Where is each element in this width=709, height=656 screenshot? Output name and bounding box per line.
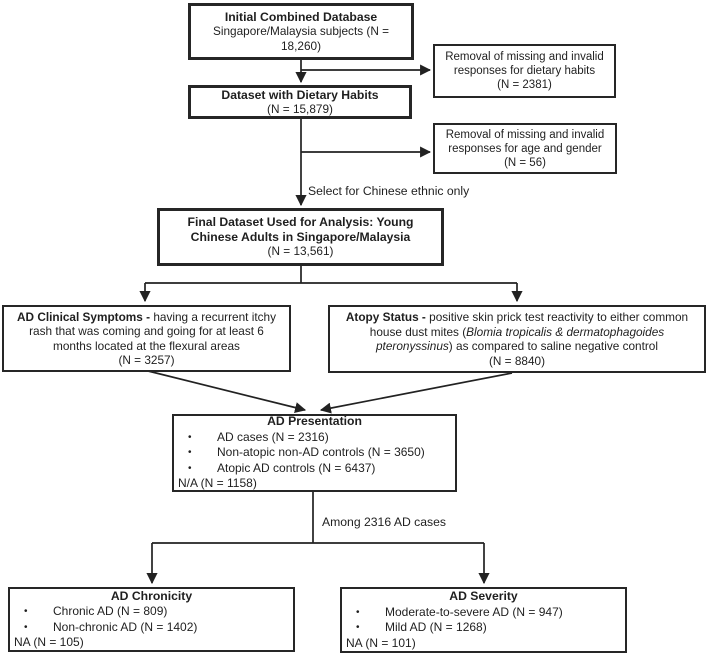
box-ad-presentation: [172, 414, 457, 492]
list-item: [14, 620, 289, 636]
ad-chronicity-na: NA (N = 105): [14, 635, 84, 649]
box-final-dataset: [157, 208, 444, 266]
connector-final-split: [145, 266, 517, 283]
bullet-icon: •: [356, 606, 360, 618]
atopy-lead: Atopy Status -: [345, 310, 426, 324]
bullet-icon: •: [356, 622, 360, 633]
ad-severity-na: NA (N = 101): [346, 635, 416, 650]
bullet-icon: •: [188, 447, 192, 459]
list-item: [14, 604, 289, 620]
ad-symptoms-text: having a recurrent itchy rash that was coming and going for at least 6 months located at the flexural areas: [29, 309, 276, 353]
atopy-text-1: positive skin prick test reactivity to either common house dust mites (: [369, 310, 689, 339]
initial-database-title: Initial Combined Database: [224, 9, 378, 24]
removal-age-n: (N = 56): [504, 156, 546, 169]
box-dataset-dietary: [188, 85, 412, 119]
ad-presentation-bullet-1: AD cases (N = 2316): [217, 429, 329, 444]
ad-chronicity-bullet-1: Chronic AD (N = 809): [53, 604, 168, 618]
ad-symptoms-paragraph: [9, 310, 284, 354]
ad-chronicity-title: AD Chronicity: [110, 588, 193, 603]
list-item: [346, 605, 621, 621]
box-ad-clinical-symptoms: [2, 305, 291, 372]
dataset-dietary-title: Dataset with Dietary Habits: [221, 87, 379, 102]
bullet-icon: •: [188, 462, 192, 474]
box-removal-dietary: [433, 44, 616, 98]
ad-symptoms-lead: AD Clinical Symptoms -: [17, 309, 151, 324]
atopy-species-italic: Blomia tropicalis & dermatophagoides pteronyssinus: [376, 324, 665, 353]
ad-symptoms-n: (N = 3257): [118, 353, 175, 367]
atopy-text-2: ) as compared to saline negative control: [448, 339, 658, 353]
list-item: [178, 461, 451, 477]
bullet-icon: •: [24, 621, 28, 633]
edge-label-among-cases: Among 2316 AD cases: [322, 515, 446, 529]
box-removal-age-gender: [433, 123, 617, 174]
initial-database-subjects: Singapore/Malaysia subjects (N = 18,260): [212, 24, 390, 53]
ad-severity-title: AD Severity: [449, 589, 518, 603]
connector-atopy-to-presentation: [321, 373, 512, 410]
final-dataset-title: Final Dataset Used for Analysis: Young Chinese Adults in Singapore/Malaysia: [187, 215, 414, 244]
ad-presentation-title: AD Presentation: [267, 414, 362, 429]
list-item: [346, 620, 621, 636]
edge-label-select-chinese: Select for Chinese ethnic only: [308, 184, 470, 198]
box-ad-chronicity: [8, 587, 295, 652]
removal-age-text: Removal of missing and invalid responses for age and gender: [445, 128, 605, 155]
ad-presentation-bullet-2: Non-atopic non-AD controls (N = 3650): [217, 445, 425, 460]
dataset-dietary-n: (N = 15,879): [267, 102, 333, 116]
bullet-icon: •: [24, 606, 28, 617]
list-item: [178, 430, 451, 446]
box-initial-database: [188, 3, 414, 60]
box-ad-severity: [340, 587, 627, 653]
atopy-n: (N = 8840): [488, 353, 546, 368]
connector-symptoms-to-presentation: [148, 371, 305, 410]
removal-dietary-n: (N = 2381): [497, 79, 552, 91]
ad-presentation-bullet-3: Atopic AD controls (N = 6437): [217, 460, 376, 475]
ad-severity-bullet-1: Moderate-to-severe AD (N = 947): [385, 604, 563, 619]
removal-dietary-text: Removal of missing and invalid responses for dietary habits: [445, 51, 604, 77]
bullet-icon: •: [188, 431, 192, 443]
final-dataset-n: (N = 13,561): [267, 244, 334, 259]
ad-chronicity-bullet-2: Non-chronic AD (N = 1402): [53, 619, 198, 634]
list-item: [178, 445, 451, 461]
ad-presentation-na: N/A (N = 1158): [178, 476, 257, 491]
atopy-paragraph: [335, 310, 699, 354]
box-atopy-status: [328, 305, 706, 373]
ad-severity-bullet-2: Mild AD (N = 1268): [385, 620, 487, 634]
